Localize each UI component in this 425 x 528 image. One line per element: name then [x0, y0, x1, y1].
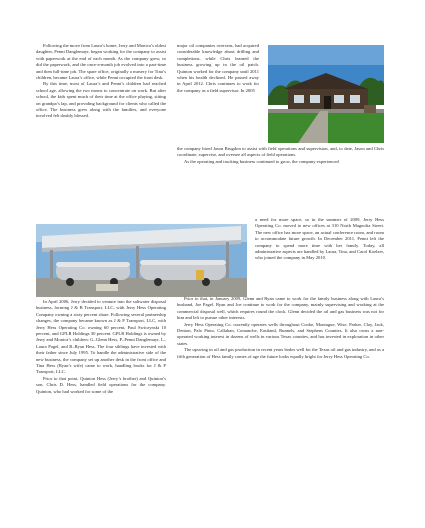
- paragraph: As the operating and trucking business continued to grow, the company experienced: [184, 158, 339, 164]
- paragraph: a need for more space, so in the summer of 2009, Jerry Hess Operating Co. moved to new offices at 310 North Magnolia Street. The new office has more space, an actual conference room, and room to accommodate future growth. In December 2011, Penni left the company to spend more time with her family. Today, all administrative aspects are handled by Laura, Tina, and Carol Koelzer, who joined the company in May 2010.: [255, 217, 384, 261]
- paragraph: Prior to that point, Quinton Hess (Jerry’s brother) and Quinton’s son, Chris D. Hess, handled field operations for the company. Quinton, who had worked for some of the: [36, 375, 166, 394]
- article-column-left-top: [36, 43, 166, 120]
- article-column-right-narrow: [255, 217, 384, 262]
- article-column-right-bottom: [177, 296, 384, 360]
- paragraph: the company hired Jason Brugdon to assist with field operations and supervision, and, to date, Jason and Chris coordinate, supervise, and oversee all aspects of field operations.: [177, 146, 384, 158]
- paragraph: In April 2006, Jerry decided to venture into the saltwater disposal business, forming J & B Transport, LLC, with Jerry Hess Operating Company owning a sixty percent share. Following several partnership changes, the company became known as J & P Transport, LLC, with Jerry Hess Operating Co. owning 60 percent, Paul Swiczynski 10 percent, and GPLR Holdings 30 percent. GPLR Holdings is owned by Jerry and Monica’s children: G–Glenn Hess, P–Penni Danglemayr, L–Laura Pagel, and R–Ryan Hess. The four siblings have invested with their father since July 1995. To handle the administrative side of the new business, the company set up another desk in the front office and Tina Hess (Ryan’s wife) came to work, handling books for J & P Transport, LLC.: [36, 299, 166, 375]
- article-column-left-bottom: [36, 299, 166, 395]
- paragraph: Prior to that, in January 2009, Glenn and Ryan came to work for the family business along with Laura’s husband, Joe Pagel. Ryan and Joe continue to work for the company, mainly supervising and working at the commercial disposal well, which requires round the clock. Glenn decided the oil and gas business was not for him and left to pursue other interests.: [177, 296, 384, 321]
- article-column-right-full: [177, 146, 384, 165]
- paragraph: Following the move from Laura’s home, Jerry and Monica’s oldest daughter, Penni Danglemayr, began working for the company to assist with paperwork at the end of each month. As the company grew, so did the paperwork, and the once-a-month job evolved into a part-time and then full-time job. The spare office, originally a nursery for Tina’s children, became Laura’s office, while Penni occupied the front desk.: [36, 43, 166, 81]
- tanker-trucks-photo: [36, 224, 247, 297]
- office-building-photo: [268, 45, 384, 143]
- paragraph: The upswing in oil and gas production in recent years bodes well for the Texas oil and gas industry, and as a fifth generation of Hess family comes of age the future looks equally bright for Jerry Hess Operating Co.: [177, 347, 384, 359]
- paragraph: major oil companies overseas, had acquired considerable knowledge about drilling and completions, while Chris learned the business growing up in the oil patch. Quinton worked for the company until 2011 when his health declined. He passed away in April 2012. Chris continues to work for the company as a field supervisor. In 2005: [177, 43, 259, 93]
- article-column-middle-top: [177, 43, 259, 94]
- paragraph: By this time, most of Laura’s and Penni’s children had reached school age, allowing the two moms to concentrate on work. But after school, the kids spent much of their time at the office playing, sitting on grandpa’s lap, and providing background for clients who called the office. The business grew along with the families, and everyone involved felt doubly blessed.: [36, 81, 166, 119]
- paragraph: Jerry Hess Operating Co. currently operates wells throughout Cooke, Montague, Wise, Parker, Clay, Jack, Denton, Palo Pinto, Callahan, Comanche, Eastland, Runnels, and Stephens Counties. It also owns a non-operated working interest in dozens of wells in various Texas counties, and has invested in exploration in other states.: [177, 321, 384, 346]
